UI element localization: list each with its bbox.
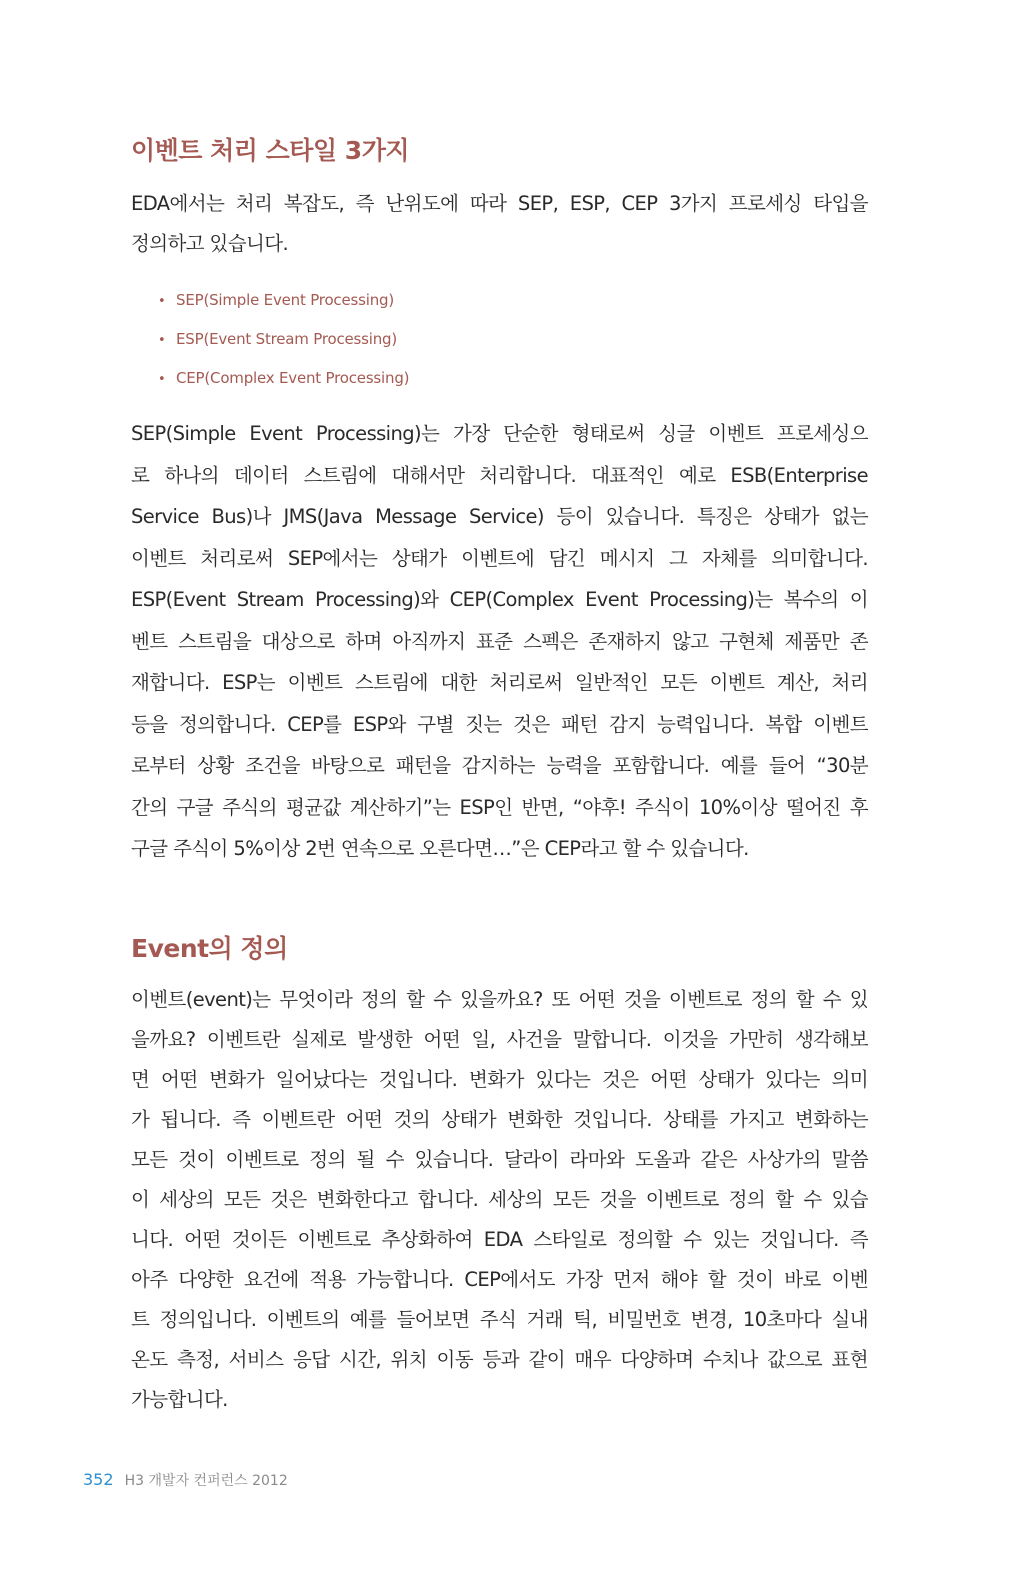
bullet-icon: • xyxy=(158,372,166,387)
paragraph-line: 아주 다양한 요건에 적용 가능합니다. CEP에서도 가장 먼저 해야 할 것이 바로 이벤 xyxy=(131,1268,868,1291)
paragraph-line: 니다. 어떤 것이든 이벤트로 추상화하여 EDA 스타일로 정의할 수 있는 것입니다. 즉 xyxy=(131,1228,868,1251)
page-number: 352 xyxy=(83,1470,114,1489)
paragraph-line: 로 하나의 데이터 스트림에 대해서만 처리합니다. 대표적인 예로 ESB(Enterprise xyxy=(131,464,868,487)
paragraph-line: ESP(Event Stream Processing)와 CEP(Complex Event Processing)는 복수의 이 xyxy=(131,588,868,611)
paragraph-line: 이벤트 처리로써 SEP에서는 상태가 이벤트에 담긴 메시지 그 자체를 의미합니다. xyxy=(131,547,868,570)
paragraph-line: 재합니다. ESP는 이벤트 스트림에 대한 처리로써 일반적인 모든 이벤트 계산, 처리 xyxy=(131,671,868,694)
list-item-text: ESP(Event Stream Processing) xyxy=(176,330,398,348)
footer-title: H3 개발자 컨퍼런스 2012 xyxy=(124,1473,288,1489)
list-item-text: CEP(Complex Event Processing) xyxy=(176,369,410,387)
section-heading-event-styles: 이벤트 처리 스타일 3가지 xyxy=(131,136,410,165)
processing-type-list xyxy=(158,289,409,406)
paragraph-line: 면 어떤 변화가 일어났다는 것입니다. 변화가 있다는 것은 어떤 상태가 있다는 의미 xyxy=(131,1068,868,1091)
paragraph-line: 가능합니다. xyxy=(131,1388,228,1411)
intro-line-2: 정의하고 있습니다. xyxy=(131,232,289,255)
bullet-icon: • xyxy=(158,333,166,348)
list-item xyxy=(158,367,409,406)
intro-line-1: EDA에서는 처리 복잡도, 즉 난위도에 따라 SEP, ESP, CEP 3가지 프로세싱 타입을 xyxy=(131,192,868,215)
paragraph-line: SEP(Simple Event Processing)는 가장 단순한 형태로써 싱글 이벤트 프로세싱으 xyxy=(131,422,868,445)
list-item xyxy=(158,289,409,328)
paragraph-line: 가 됩니다. 즉 이벤트란 어떤 것의 상태가 변화한 것입니다. 상태를 가지고 변화하는 xyxy=(131,1108,868,1131)
paragraph-line: 온도 측정, 서비스 응답 시간, 위치 이동 등과 같이 매우 다양하며 수치나 값으로 표현 xyxy=(131,1348,868,1371)
paragraph-line: 을까요? 이벤트란 실제로 발생한 어떤 일, 사건을 말합니다. 이것을 가만히 생각해보 xyxy=(131,1028,868,1051)
paragraph-line: 등을 정의합니다. CEP를 ESP와 구별 짓는 것은 패턴 감지 능력입니다. 복합 이벤트 xyxy=(131,713,868,736)
paragraph-line: 모든 것이 이벤트로 정의 될 수 있습니다. 달라이 라마와 도올과 같은 사상가의 말씀 xyxy=(131,1148,868,1171)
paragraph-line: 구글 주식이 5%이상 2번 연속으로 오른다면…”은 CEP라고 할 수 있습니다. xyxy=(131,837,749,860)
list-item-text: SEP(Simple Event Processing) xyxy=(176,291,394,309)
paragraph-line: 간의 구글 주식의 평균값 계산하기”는 ESP인 반면, “야후! 주식이 10%이상 떨어진 후 xyxy=(131,796,868,819)
section-heading-event-definition: Event의 정의 xyxy=(131,934,288,963)
paragraph-line: 트 정의입니다. 이벤트의 예를 들어보면 주식 거래 틱, 비밀번호 변경, 10초마다 실내 xyxy=(131,1308,868,1331)
bullet-icon: • xyxy=(158,294,166,309)
paragraph-line: Service Bus)나 JMS(Java Message Service) 등이 있습니다. 특징은 상태가 없는 xyxy=(131,505,868,528)
paragraph-line: 로부터 상황 조건을 바탕으로 패턴을 감지하는 능력을 포함합니다. 예를 들어 “30분 xyxy=(131,754,868,777)
paragraph-line: 이벤트(event)는 무엇이라 정의 할 수 있을까요? 또 어떤 것을 이벤트로 정의 할 수 있 xyxy=(131,988,868,1011)
page-footer xyxy=(83,1470,288,1490)
paragraph-line: 벤트 스트림을 대상으로 하며 아직까지 표준 스펙은 존재하지 않고 구현체 제품만 존 xyxy=(131,630,868,653)
paragraph-line: 이 세상의 모든 것은 변화한다고 합니다. 세상의 모든 것을 이벤트로 정의 할 수 있습 xyxy=(131,1188,868,1211)
list-item xyxy=(158,328,409,367)
